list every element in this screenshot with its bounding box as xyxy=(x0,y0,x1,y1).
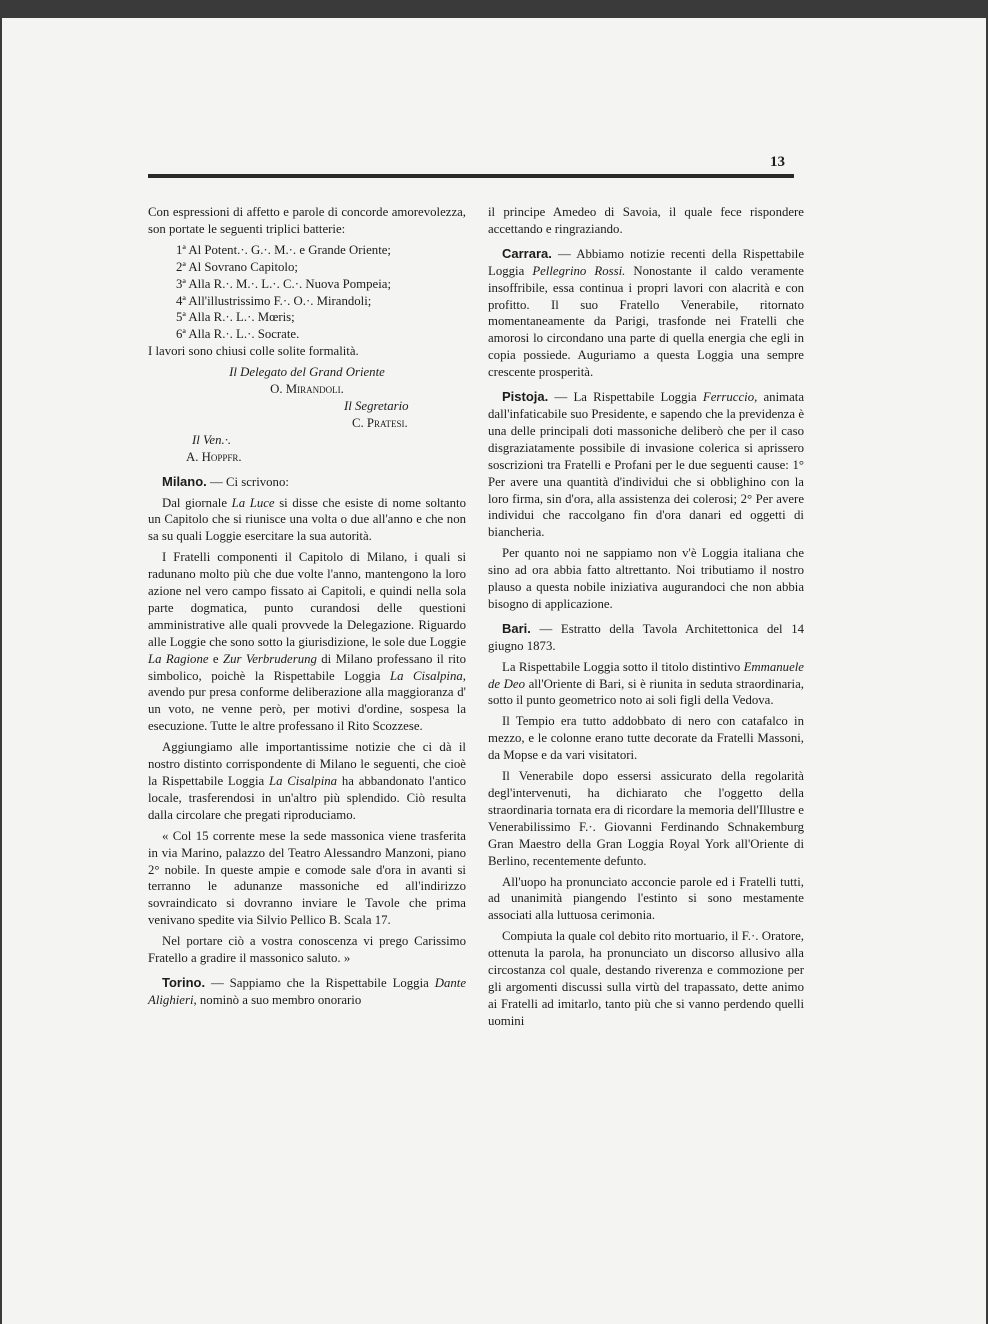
segretario-name: C. Pratesi. xyxy=(352,415,408,430)
bari-paragraph-1: La Rispettabile Loggia sotto il titolo distintivo Emmanuele de Deo all'Oriente di Bari, si è riunita in seduta straordinaria, sotto il punto geometrico noto ai soli figli della Vedova. xyxy=(488,659,804,708)
right-column xyxy=(488,204,804,1034)
pistoja-section: Pistoja. — La Rispettabile Loggia Ferruccio, animata dall'infaticabile suo Presidente, e sapendo che la previdenza è una delle principali doti massoniche deliberò che per il caso disgraziatamente possibile di invasione colerica si aprissero soscrizioni tra Fratelli e Profani per le due seguenti cause: 1° Per avere una quantità d'individui che si obblighino con la loro firma, sin d'ora, alla assistenza dei colerosi; 2° Per avere individui che raccolgano fin d'ora danari ed oggetti di biancheria. xyxy=(488,389,804,540)
pistoja-paragraph-2: Per quanto noi ne sappiamo non v'è Loggia italiana che sino ad ora abbia fatto altrettanto. Noi tributiamo il nostro plauso a questa nobile iniziativa augurandoci che non abbia bisogno di applicazione. xyxy=(488,546,804,611)
torino-continuation: il principe Amedeo di Savoia, il quale fece rispondere accettando e ringraziando. xyxy=(488,205,804,236)
bari-heading: Bari. xyxy=(502,620,531,636)
signatures xyxy=(148,364,466,465)
bari-paragraph-2: Il Tempio era tutto addobbato di nero con catafalco in mezzo, e le colonne erano tutte decorate da Fratelli Massoni, da Mopse e da vari visitatori. xyxy=(488,714,804,763)
carrara-heading: Carrara. xyxy=(502,245,552,261)
milano-paragraph-4: « Col 15 corrente mese la sede massonica viene trasferita in via Marino, palazzo del Teatro Alessandro Manzoni, piano 2° nobile. In queste ampie e comode sale d'ora in avanti si terranno le adunanze massoniche ed all'indirizzo sovraindicato si dovranno inviare le Tavole che prima venivano spedite via Silvio Pellico B. Scala 17. xyxy=(148,828,466,928)
bari-paragraph-3: Il Venerabile dopo essersi assicurato della regolarità degl'intervenuti, ha dichiarato che l'oggetto della straordinaria tornata era di ricordare la memoria dell'Illustre e Venerabilissimo F.·. Giovanni Ferdinando Schnakemburg Gran Maestro della Gran Loggia Royal York all'Oriente di Berlino, recentemente defunto. xyxy=(488,769,804,868)
batteria-item: 5ª Alla R.·. L.·. Mœris; xyxy=(176,310,295,325)
intro-paragraph: Con espressioni di affetto e parole di concorde amorevolezza, son portate le seguenti triplici batterie: xyxy=(148,205,466,236)
milano-paragraph-2: I Fratelli componenti il Capitolo di Milano, i quali si radunano molto più che due volte l'anno, mantengono la loro azione nel vero campo fissato ai Capitoli, e quindi nella sola parte dogmatica, punto curandosi delle questioni amministrative alle quali provvede la Delegazione. Riguardo alle Loggie che sono sotto la giurisdizione, le sole due Loggie La Ragione e Zur Verbruderung di Milano professano il rito simbolico, poichè la Rispettabile Loggia La Cisalpina, avendo pur presa conforme deliberazione alla maggioranza d' un voto, ne venne però, per motivi d'ordine, sospesa la esecuzione. Tutte le altre professano il Rito Scozzese. xyxy=(148,550,466,734)
segretario-title: Il Segretario xyxy=(344,398,409,413)
milano-paragraph-1: Dal giornale La Luce si disse che esiste di nome soltanto un Capitolo che si riunisce una volta o due all'anno e che non sa su quali Loggie esercitare la sua autorità. xyxy=(148,495,467,544)
batteria-item: 6ª Alla R.·. L.·. Socrate. xyxy=(176,327,300,342)
bari-paragraph-4: All'uopo ha pronunciato acconcie parole ed i Fratelli tutti, ad unanimità piangendo l'estinto si sono mestamente associati alla luttuosa cerimonia. xyxy=(488,874,804,923)
bari-section: Bari. — Estratto della Tavola Architettonica del 14 giugno 1873. xyxy=(488,620,804,653)
batteria-item: 4ª All'illustrissimo F.·. O.·. Mirandoli; xyxy=(176,293,372,308)
ven-title: Il Ven.·. xyxy=(192,432,232,447)
left-column xyxy=(148,204,466,1013)
pistoja-heading: Pistoja. xyxy=(502,389,549,405)
header-rule xyxy=(148,174,794,178)
milano-paragraph-5: Nel portare ciò a vostra conoscenza vi prego Carissimo Fratello a gradire il massonico saluto. » xyxy=(148,934,466,966)
document-page xyxy=(2,18,986,1324)
batteria-item: 2ª Al Sovrano Capitolo; xyxy=(176,259,298,274)
delegato-name: O. Mirandoli. xyxy=(270,382,344,397)
milano-section: Milano. — Ci scrivono: xyxy=(162,473,289,489)
delegato-title: Il Delegato del Grand Oriente xyxy=(229,365,385,380)
bari-paragraph-5: Compiuta la quale col debito rito mortuario, il F.·. Oratore, ottenuta la parola, ha pronunciato un discorso allusivo alla circostanza col quale, destando riverenza e commozione per gli argomenti discussi sulla virtù del trapassato, dette animo ai Fratelli ad imitarlo, tanto più che si vanno perdendo quelli uomini xyxy=(488,929,804,1028)
batteria-item: 3ª Alla R.·. M.·. L.·. C.·. Nuova Pompeia; xyxy=(176,276,392,291)
torino-heading: Torino. xyxy=(162,974,206,990)
milano-heading: Milano. xyxy=(162,473,207,489)
batteria-item: 1ª Al Potent.·. G.·. M.·. e Grande Oriente; xyxy=(176,242,391,257)
page-number: 13 xyxy=(770,154,785,170)
milano-paragraph-3: Aggiungiamo alle importantissime notizie che ci dà il nostro distinto corrispondente di Milano le seguenti, che cioè la Rispettabile Loggia La Cisalpina ha abbandonato l'antico locale, trasferendosi in un'altro più splendido. Ciò resulta dalla circolare che pregati riproduciamo. xyxy=(148,740,466,822)
ven-name: A. Hoppfr. xyxy=(186,449,242,464)
carrara-section: Carrara. — Abbiamo notizie recenti della Rispettabile Loggia Pellegrino Rossi. Nonostante il caldo veramente insoffribile, essa continua i propri lavori con alacrità e con profitto. Il suo Fratello Venerabile, ritornato momentaneamente da Parigi, trasfonde nei Fratelli che amorosi lo circondano una parte di quella energia che egli in copia possiede. Auguriamo a questa Loggia una sempre crescente prosperità. xyxy=(488,245,804,380)
closing-line: I lavori sono chiusi colle solite formalità. xyxy=(148,344,359,359)
torino-section: Torino. — Sappiamo che la Rispettabile Loggia Dante Alighieri, nominò a suo membro onorario xyxy=(148,974,466,1007)
